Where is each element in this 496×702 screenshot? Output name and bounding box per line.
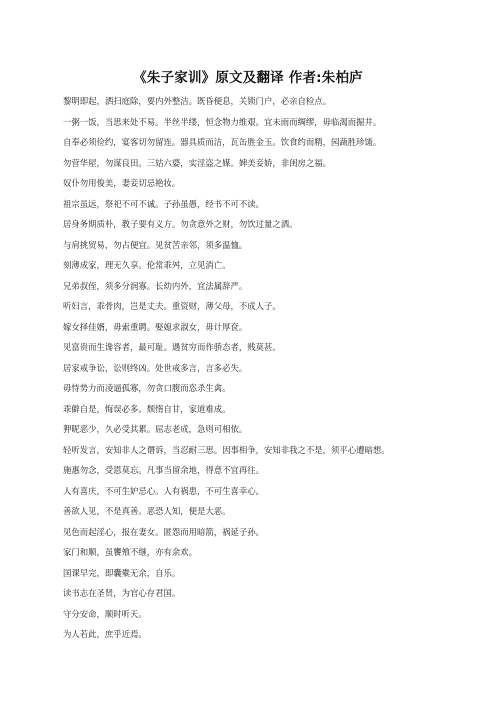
- text-line: 守分安命，顺时听天。: [63, 608, 147, 619]
- text-line: 善欲人见，不是真善。恶恐人知，便是大恶。: [63, 506, 231, 516]
- text-line: 读书志在圣贤，为官心存君国。: [63, 588, 181, 598]
- text-line: 勿营华屋，勿谋良田。三姑六婆，实淫盗之媒。婢美妾娇，非闺房之福。: [63, 157, 331, 168]
- text-line: 黎明即起，洒扫庭除，要内外整洁。既昏便息，关锁门户，必亲自检点。: [63, 96, 331, 106]
- text-line: 毋恃势力而凌逼孤寡，勿贪口腹而恣杀生禽。: [63, 383, 231, 393]
- text-line: 为人若此，庶乎近焉。: [63, 629, 147, 639]
- text-line: 见色而起淫心，报在妻女。匿怨而用暗箭，祸延子孙。: [63, 526, 264, 537]
- document-title: 《朱子家训》原文及翻译 作者:朱柏庐: [133, 70, 363, 86]
- text-line: 人有喜庆，不可生妒忌心。人有祸患，不可生喜幸心。: [63, 485, 264, 496]
- text-line: 居家戒争讼，讼则终凶。处世戒多言，言多必失。: [63, 362, 248, 373]
- text-line: 听妇言，乖骨肉，岂是丈夫。重资财，薄父母，不成人子。: [63, 301, 281, 311]
- text-line: 自奉必须俭约，宴客切勿留连。器具质而洁，瓦缶胜金玉。饮食约而精，园蔬胜珍馐。: [63, 137, 382, 147]
- text-line: 轻听发言，安知非人之谮诉，当忍耐三思。因事相争，安知非我之不是，须平心遭暗想。: [63, 444, 390, 455]
- text-line: 奴仆勿用俊美，妻妾切忌艳妆。: [63, 178, 181, 188]
- text-line: 乖僻自是，悔误必多。颓惰自甘，家道难成。: [63, 403, 231, 414]
- text-line: 狎昵恶少，久必受其累。屈志老成，急则可相依。: [63, 424, 248, 434]
- text-line: 国课早完，即囊橐无余，自乐。: [63, 567, 181, 578]
- text-line: 兄弟叔侄，须多分润寡。长幼内外，宜法属辞严。: [63, 280, 248, 291]
- text-line: 与肩挑贸易，勿占便宜。见贫苦亲邻，须多温恤。: [63, 239, 248, 250]
- text-line: 一粥一饭，当思来处不易。半丝半缕，恒念物力维艰。宜未雨而绸缪，毋临渴而掘井。: [63, 116, 382, 127]
- text-line: 见富贵而生谗容者，最可耻。遇贫穷而作骄态者，贱莫甚。: [63, 342, 281, 352]
- text-line: 刻薄成家，理无久享。伦常乖舛，立见消亡。: [63, 260, 231, 270]
- text-line: 施惠勿念，受恩莫忘。凡事当留余地，得意不宜再往。: [63, 465, 264, 475]
- text-line: 嫁女择佳婿，毋索重聘。娶媳求淑女，毋计厚奁。: [63, 321, 248, 332]
- text-line: 居身务期质朴，教子要有义方。勿贪意外之财，勿饮过量之酒。: [63, 219, 298, 229]
- text-line: 祖宗虽远，祭祀不可不诚。子孙虽愚，经书不可不读。: [63, 198, 264, 209]
- text-line: 家门和顺，虽饔飧不继，亦有余欢。: [63, 547, 197, 557]
- document-body: [63, 91, 493, 645]
